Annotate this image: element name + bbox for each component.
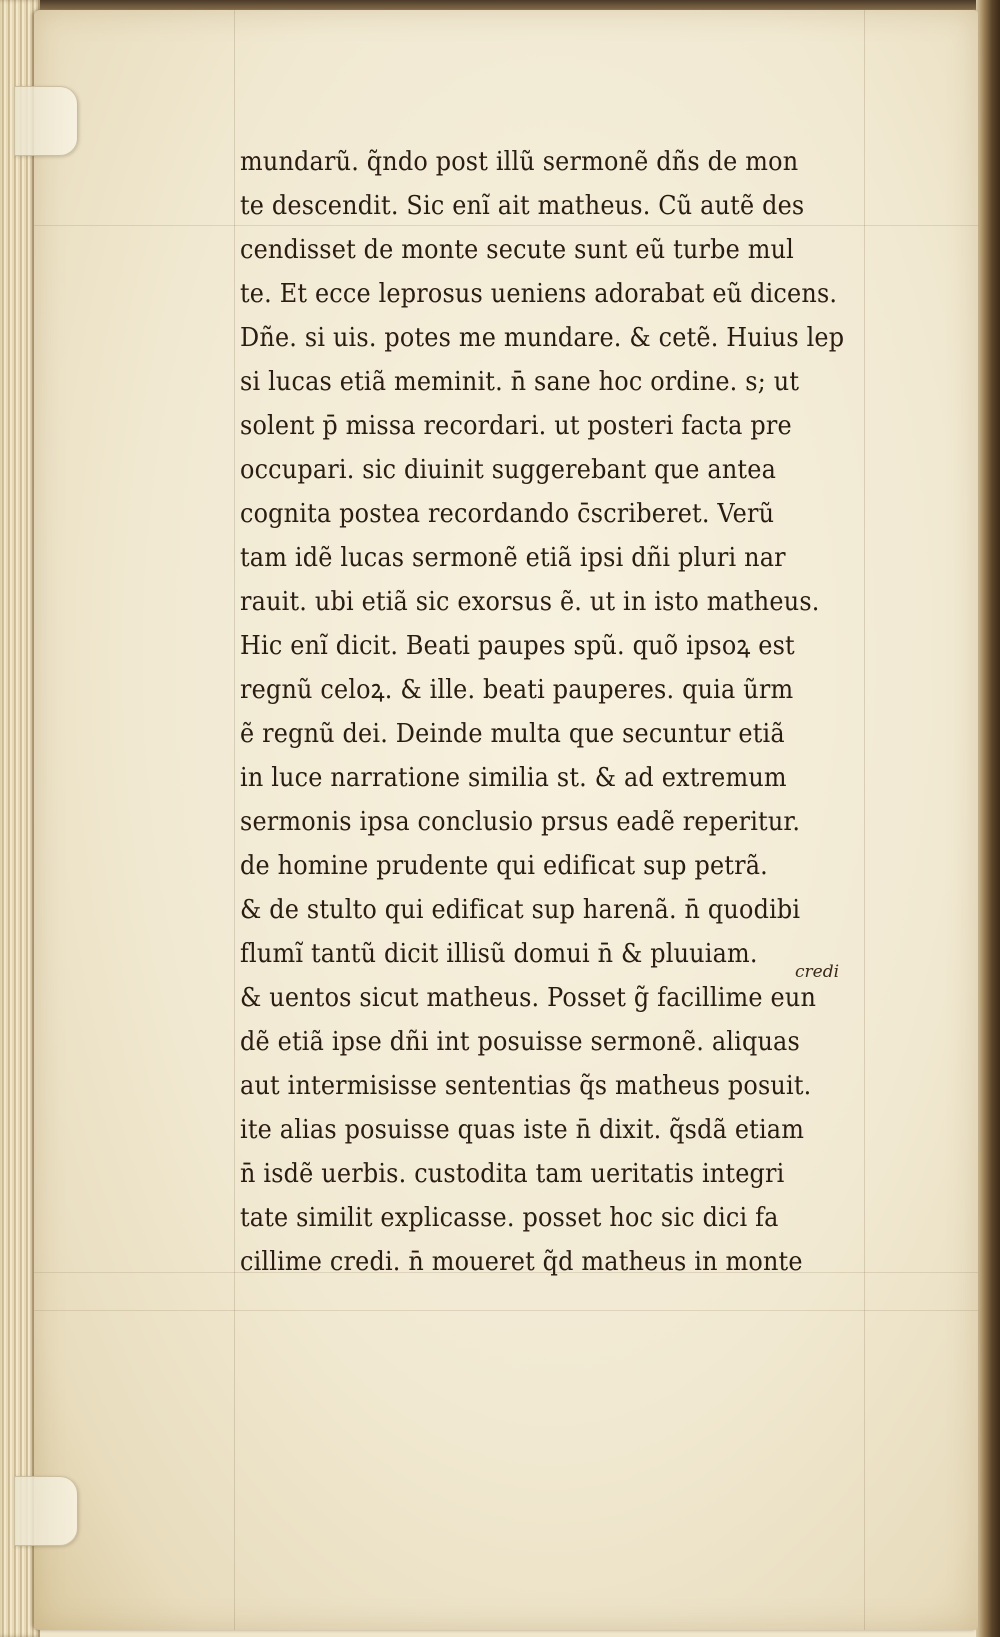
text-line: flumĩ tantũ dicit illisũ domui n̄ & pluuiam. (240, 939, 758, 969)
text-line: cillime credi. n̄ moueret q̃d matheus in monte (240, 1247, 803, 1277)
text-line: ẽ regnũ dei. Deinde multa que secuntur etiã (240, 719, 785, 749)
text-line: sermonis ipsa conclusio prsus eadẽ reperitur. (240, 807, 801, 837)
text-line: & uentos sicut matheus. Posset g̃ facillime eun (240, 983, 817, 1013)
text-line: cognita postea recordando c̄scriberet. Verũ (240, 499, 775, 529)
ruling-line (234, 10, 235, 1630)
ruling-line (34, 1310, 978, 1311)
text-line: aut intermisisse sententias q̃s matheus posuit. (240, 1071, 812, 1101)
text-line: rauit. ubi etiã sic exorsus ẽ. ut in isto matheus. (240, 587, 820, 617)
text-line: mundarũ. q̃ndo post illũ sermonẽ dñs de mon (240, 147, 799, 177)
text-line: ite alias posuisse quas iste n̄ dixit. q̃sdã etiam (240, 1115, 805, 1145)
text-line: tate similit explicasse. posset hoc sic dici fa (240, 1203, 779, 1233)
text-line: te. Et ecce leprosus ueniens adorabat eũ dicens. (240, 279, 838, 309)
text-line: occupari. sic diuinit suggerebant que antea (240, 455, 777, 485)
manuscript-text (240, 140, 900, 1284)
text-line: in luce narratione similia st. & ad extremum (240, 763, 787, 793)
text-line: solent p̄ missa recordari. ut posteri facta pre (240, 411, 792, 441)
text-line: te descendit. Sic enĩ ait matheus. Cũ autẽ des (240, 191, 805, 221)
text-line: & de stulto qui edificat sup harenã. n̄ quodibi (240, 895, 801, 925)
text-line: si lucas etiã meminit. n̄ sane hoc ordine. s; ut (240, 367, 800, 397)
text-line: tam idẽ lucas sermonẽ etiã ipsi dñi pluri nar (240, 543, 786, 573)
interlinear-gloss: credi (795, 962, 840, 982)
text-line: Dñe. si uis. potes me mundare. & cetẽ. Huius lep (240, 323, 845, 353)
text-line: n̄ isdẽ uerbis. custodita tam ueritatis integri (240, 1159, 785, 1189)
text-line: cendisset de monte secute sunt eũ turbe mul (240, 235, 795, 265)
text-line: regnũ celoꝝ. & ille. beati pauperes. quia ũrm (240, 675, 794, 705)
page-clip-top (14, 86, 78, 156)
text-line: Hic enĩ dicit. Beati paupes spũ. quõ ipsoꝝ est (240, 631, 795, 661)
text-line: de homine prudente qui edificat sup petrã. (240, 851, 768, 881)
page-clip-bottom (14, 1476, 78, 1546)
binding-right-edge (976, 0, 1000, 1637)
text-line: dẽ etiã ipse dñi int posuisse sermonẽ. aliquas (240, 1027, 800, 1057)
